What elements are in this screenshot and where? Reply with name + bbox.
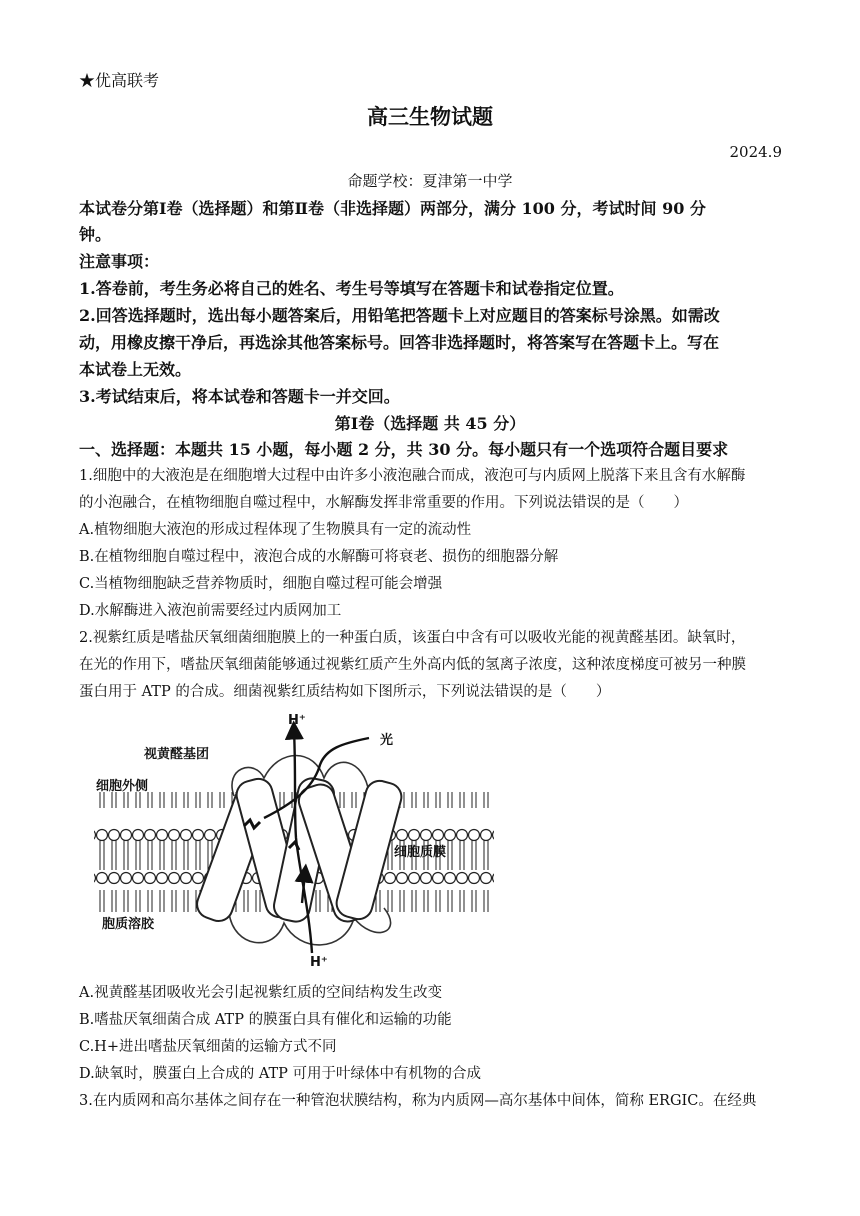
q1-option-b: B.在植物细胞自噬过程中，液泡合成的水解酶可将衰老、损伤的细胞器分解 xyxy=(79,549,559,565)
figure-label-retinal: 视黄醛基团 xyxy=(144,747,210,762)
page-title: 高三生物试题 xyxy=(367,104,493,129)
bacteriorhodopsin-diagram xyxy=(84,708,504,974)
exam-tag: ★优高联考 xyxy=(79,71,160,90)
part-heading: 一、选择题：本题共 15 小题，每小题 2 分，共 30 分。每小题只有一个选项符合题目要求 xyxy=(79,440,729,459)
notes-heading: 注意事项： xyxy=(79,252,160,271)
note-2-line-2: 动，用橡皮擦干净后，再选涂其他答案标号。回答非选择题时，将答案写在答题卡上。写在 xyxy=(79,333,720,352)
q3-stem-line-1: 3.在内质网和高尔基体之间存在一种管泡状膜结构，称为内质网—高尔基体中间体，简称 ERGIC。在经典 xyxy=(79,1093,757,1109)
section-title: 第Ⅰ卷（选择题 共 45 分） xyxy=(334,414,526,433)
note-1: 1.答卷前，考生务必将自己的姓名、考生号等填写在答题卡和试卷指定位置。 xyxy=(79,279,624,298)
q2-option-c: C.H+进出嗜盐厌氧细菌的运输方式不同 xyxy=(79,1039,337,1055)
q2-stem-line-3: 蛋白用于 ATP 的合成。细菌视紫红质结构如下图所示，下列说法错误的是（ ） xyxy=(79,684,611,700)
q2-option-b: B.嗜盐厌氧细菌合成 ATP 的膜蛋白具有催化和运输的功能 xyxy=(79,1012,452,1028)
figure-label-cytosol: 胞质溶胶 xyxy=(102,917,155,932)
q2-option-d: D.缺氧时，膜蛋白上合成的 ATP 可用于叶绿体中有机物的合成 xyxy=(79,1066,482,1082)
note-3: 3.考试结束后，将本试卷和答题卡一并交回。 xyxy=(79,387,400,406)
q2-stem-line-2: 在光的作用下，嗜盐厌氧细菌能够通过视紫红质产生外高内低的氢离子浓度，这种浓度梯度可被另一种膜 xyxy=(79,657,746,673)
q2-stem-line-1: 2.视紫红质是嗜盐厌氧细菌细胞膜上的一种蛋白质，该蛋白中含有可以吸收光能的视黄醛基团。缺氧时， xyxy=(79,630,746,646)
note-2-line-3: 本试卷上无效。 xyxy=(79,360,192,379)
figure-label-outside: 细胞外侧 xyxy=(96,779,149,794)
q1-option-c: C.当植物细胞缺乏营养物质时，细胞自噬过程可能会增强 xyxy=(79,576,443,592)
intro-line-2: 钟。 xyxy=(79,225,112,244)
q2-option-a: A.视黄醛基团吸收光会引起视紫红质的空间结构发生改变 xyxy=(79,985,443,1001)
q1-stem-line-2: 的小泡融合，在植物细胞自噬过程中，水解酶发挥非常重要的作用。下列说法错误的是（ ） xyxy=(79,495,688,511)
q1-stem-line-1: 1.细胞中的大液泡是在细胞增大过程中由许多小液泡融合而成，液泡可与内质网上脱落下来且含有水解酶 xyxy=(79,468,746,484)
figure-label-h-bottom: H⁺ xyxy=(310,955,328,970)
figure-label-light: 光 xyxy=(380,733,394,748)
exam-school: 命题学校：夏津第一中学 xyxy=(347,172,513,190)
figure-label-h-top: H⁺ xyxy=(288,713,306,728)
intro-line-1: 本试卷分第Ⅰ卷（选择题）和第Ⅱ卷（非选择题）两部分，满分 100 分，考试时间 90 分 xyxy=(79,199,706,218)
q1-option-a: A.植物细胞大液泡的形成过程体现了生物膜具有一定的流动性 xyxy=(79,522,472,538)
figure-label-membrane: 细胞质膜 xyxy=(394,845,447,860)
exam-date: 2024.9 xyxy=(729,143,782,161)
note-2-line-1: 2.回答选择题时，选出每小题答案后，用铅笔把答题卡上对应题目的答案标号涂黑。如需改 xyxy=(79,306,720,325)
bacteriorhodopsin-figure xyxy=(84,708,504,974)
q1-option-d: D.水解酶进入液泡前需要经过内质网加工 xyxy=(79,603,342,619)
